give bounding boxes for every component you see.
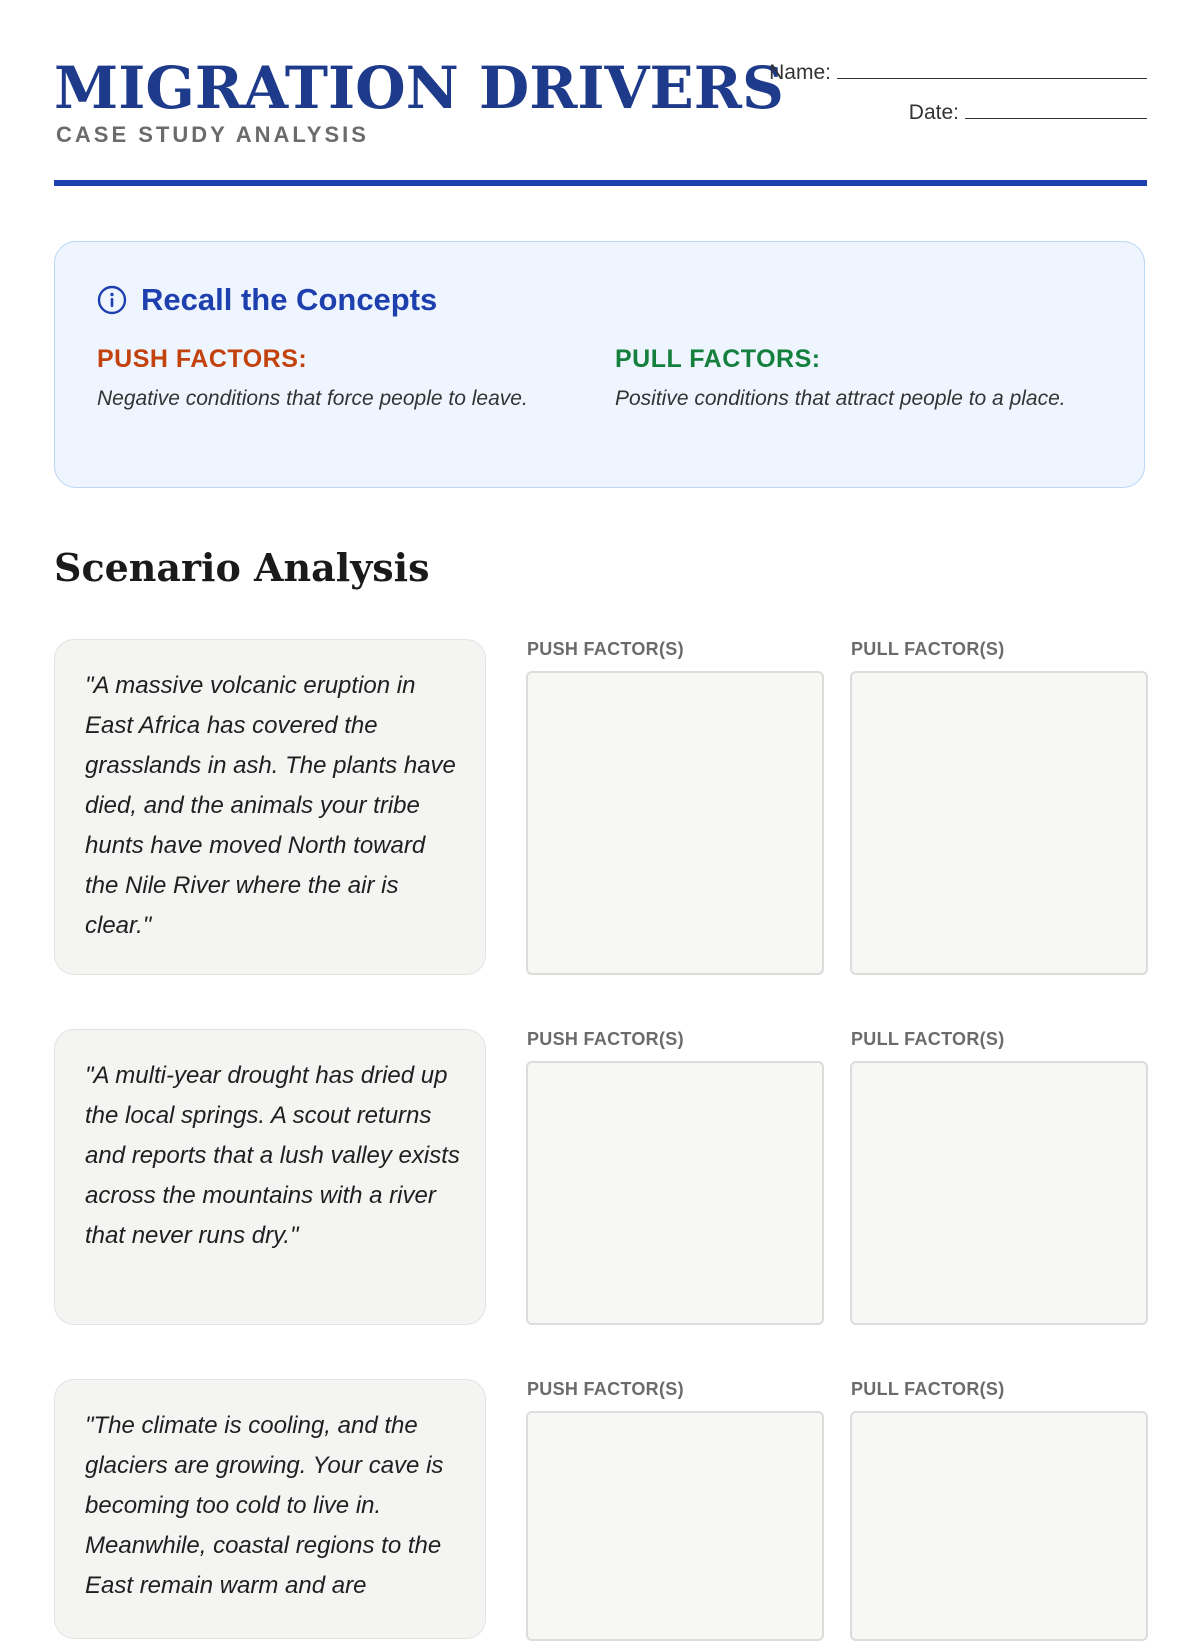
push-factor-answer-box[interactable]: [526, 1411, 824, 1641]
name-label: Name:: [769, 61, 831, 84]
push-concept-description: Negative conditions that force people to leave.: [97, 387, 528, 410]
pull-factor-answer-box[interactable]: [850, 1061, 1148, 1325]
push-factor-label: PUSH FACTOR(S): [527, 639, 684, 659]
worksheet-page: [54, 0, 1147, 1600]
page-title: MIGRATION DRIVERS: [54, 54, 784, 122]
push-factor-label: PUSH FACTOR(S): [527, 1029, 684, 1049]
pull-factor-label: PULL FACTOR(S): [851, 639, 1005, 659]
name-row: [769, 56, 1147, 96]
name-field[interactable]: [837, 56, 1147, 79]
concepts-box: [54, 241, 1145, 488]
pull-factor-label: PULL FACTOR(S): [851, 1029, 1005, 1049]
info-circle-icon: [97, 285, 127, 315]
scenario-text: "The climate is cooling, and the glaciers are growing. Your cave is becoming too cold to live in. Meanwhile, coastal regions to the East remain warm and are: [54, 1379, 486, 1639]
student-info: [769, 56, 1147, 136]
concepts-title: Recall the Concepts: [141, 282, 438, 317]
push-factor-label: PUSH FACTOR(S): [527, 1379, 684, 1399]
push-concept-label: PUSH FACTORS:: [97, 345, 308, 373]
pull-factor-label: PULL FACTOR(S): [851, 1379, 1005, 1399]
pull-concept-description: Positive conditions that attract people to a place.: [615, 387, 1066, 410]
pull-factor-answer-box[interactable]: [850, 671, 1148, 975]
page-subtitle: CASE STUDY ANALYSIS: [56, 122, 369, 147]
push-factor-answer-box[interactable]: [526, 671, 824, 975]
scenario-text: "A multi-year drought has dried up the local springs. A scout returns and reports that a lush valley exists across the mountains with a river that never runs dry.": [54, 1029, 486, 1325]
date-field[interactable]: [965, 96, 1147, 119]
pull-concept-label: PULL FACTORS:: [615, 345, 821, 373]
concepts-heading: [97, 282, 437, 318]
pull-factor-answer-box[interactable]: [850, 1411, 1148, 1641]
date-row: [769, 96, 1147, 136]
scenario-text: "A massive volcanic eruption in East Africa has covered the grasslands in ash. The plants have died, and the animals your tribe hunts have moved North toward the Nile River where the air is clear.": [54, 639, 486, 975]
header-divider: [54, 180, 1147, 186]
date-label: Date:: [908, 101, 959, 124]
push-concept: [97, 345, 597, 416]
worksheet-header: [54, 52, 1147, 192]
section-title: Scenario Analysis: [54, 545, 430, 590]
pull-concept: [615, 345, 1085, 416]
push-factor-answer-box[interactable]: [526, 1061, 824, 1325]
